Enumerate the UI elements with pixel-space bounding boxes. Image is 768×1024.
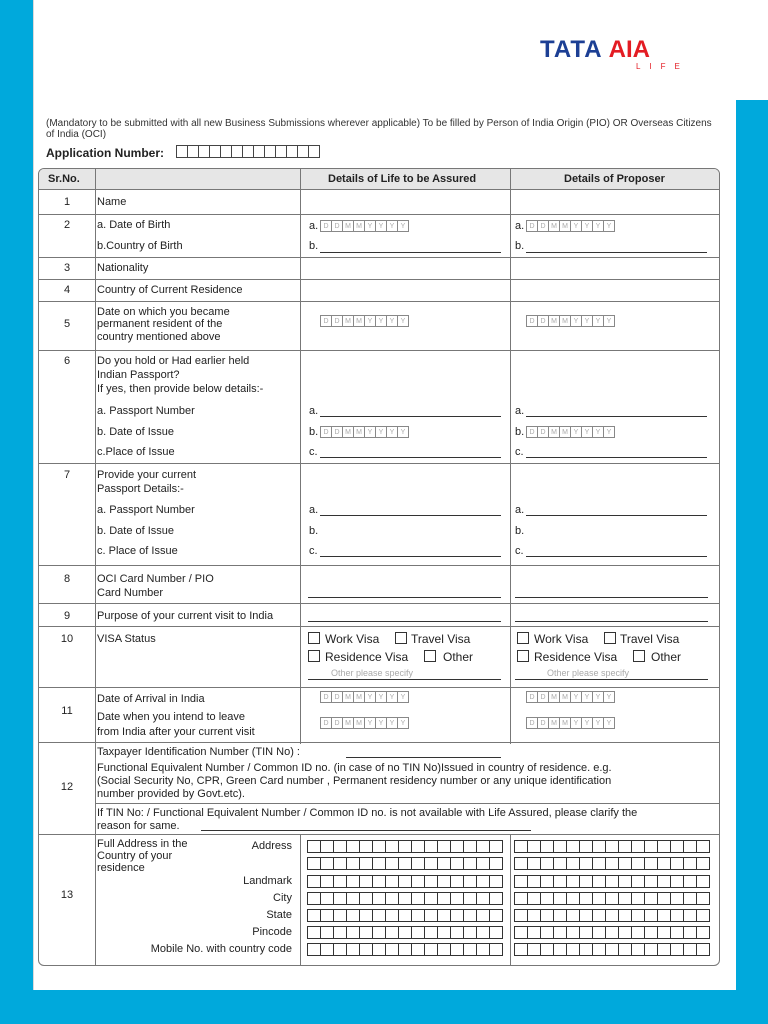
col-divider	[300, 169, 301, 744]
prefix-a: a.	[515, 504, 525, 516]
intro-text: (Mandatory to be submitted with all new Business Submissions wherever applicable) To be filled by Person of India Origin (PIO) OR Overseas Citizens of India (OCI)	[46, 118, 712, 140]
proposer-old-passport-number-field[interactable]	[526, 416, 707, 417]
row-number: 10	[60, 633, 74, 645]
label-date-issue: b. Date of Issue	[97, 426, 175, 438]
col-divider	[300, 834, 301, 965]
label-address: Address	[251, 840, 292, 852]
label-tin: Taxpayer Identification Number (TIN No) :	[97, 746, 300, 758]
proposer-visit-purpose-field[interactable]	[515, 621, 708, 622]
proposer-country-birth-field[interactable]	[526, 252, 707, 253]
row-number: 3	[63, 262, 71, 274]
label-tin-clarification: reason for same.	[97, 820, 180, 832]
label-country-birth: b.Country of Birth	[97, 240, 183, 252]
life-resident-date-input[interactable]: D D M M Y Y Y Y	[320, 315, 408, 327]
life-passport-place-field[interactable]	[320, 556, 501, 557]
prefix-a: a.	[309, 405, 319, 417]
logo-tata: TATA	[540, 36, 603, 63]
life-other-visa-field[interactable]	[308, 679, 501, 680]
col-life-assured: Details of Life to be Assured	[328, 173, 477, 185]
work-visa-label: Work Visa	[325, 632, 380, 646]
prefix-a: a.	[515, 220, 525, 232]
col-srno: Sr.No.	[48, 173, 80, 185]
life-country-birth-field[interactable]	[320, 252, 501, 253]
table-header	[39, 169, 719, 190]
label-full-address: Country of your	[97, 850, 173, 862]
label-leave-date: Date when you intend to leave	[97, 711, 245, 723]
tata-aia-logo	[540, 36, 689, 71]
label-functional-equivalent: number provided by Govt.etc).	[97, 788, 245, 800]
prefix-c: c.	[515, 446, 524, 458]
proposer-leave-date-input[interactable]: D D M M Y Y Y Y	[526, 717, 614, 729]
prefix-b: b.	[515, 426, 525, 438]
label-pincode: Pincode	[252, 926, 292, 938]
col-divider	[95, 169, 96, 965]
life-travel-visa-checkbox[interactable]	[395, 632, 407, 644]
label-leave-date: from India after your current visit	[97, 726, 255, 738]
proposer-travel-visa-checkbox[interactable]	[604, 632, 616, 644]
life-state-grid[interactable]	[307, 909, 502, 922]
proposer-landmark-grid[interactable]	[514, 875, 709, 888]
prefix-b: b.	[309, 525, 319, 537]
company-name: Tata AIA Life Insurance Company Limited	[47, 39, 307, 55]
label-permanent-resident: Date on which you became	[97, 306, 230, 318]
label-current-passport: Passport Details:-	[97, 483, 184, 495]
row-number: 4	[63, 284, 71, 296]
proposer-other-visa-checkbox[interactable]	[633, 650, 645, 662]
proposer-arrival-date-input[interactable]: D D M M Y Y Y Y	[526, 691, 614, 703]
label-passport-number: a. Passport Number	[97, 504, 195, 516]
row-number: 5	[63, 318, 71, 330]
proposer-old-passport-date-input[interactable]: D D M M Y Y Y Y	[526, 426, 614, 438]
life-address-line1-grid[interactable]	[307, 840, 502, 853]
work-visa-label: Work Visa	[534, 632, 589, 646]
label-functional-equivalent: Functional Equivalent Number / Common ID no. (in case of no TIN No)Issued in country of residence. e.g.	[97, 762, 612, 774]
form-title: PIO, OCI Questionnaire	[47, 64, 202, 80]
life-arrival-date-input[interactable]: D D M M Y Y Y Y	[320, 691, 408, 703]
life-old-passport-number-field[interactable]	[320, 416, 501, 417]
travel-visa-label: Travel Visa	[620, 632, 680, 646]
proposer-oci-number-field[interactable]	[515, 597, 708, 598]
prefix-c: c.	[309, 446, 318, 458]
other-specify-hint: Other please specify	[547, 668, 630, 678]
prefix-b: b.	[309, 426, 319, 438]
label-visa-status: VISA Status	[97, 633, 156, 645]
life-old-passport-date-input[interactable]: D D M M Y Y Y Y	[320, 426, 408, 438]
label-indian-passport: Indian Passport?	[97, 369, 180, 381]
proposer-passport-place-field[interactable]	[526, 556, 707, 557]
proposer-state-grid[interactable]	[514, 909, 709, 922]
proposer-mobile-grid[interactable]	[514, 943, 709, 956]
label-dob: a. Date of Birth	[97, 219, 171, 231]
row-number: 1	[63, 196, 71, 208]
label-name: Name	[97, 196, 127, 208]
prefix-b: b.	[309, 240, 319, 252]
label-indian-passport: If yes, then provide below details:-	[97, 383, 264, 395]
logo-life: LIFE	[636, 62, 689, 71]
proposer-pincode-grid[interactable]	[514, 926, 709, 939]
residence-visa-label: Residence Visa	[534, 650, 618, 664]
proposer-resident-date-input[interactable]: D D M M Y Y Y Y	[526, 315, 614, 327]
prefix-b: b.	[515, 525, 525, 537]
label-passport-number: a. Passport Number	[97, 405, 195, 417]
life-mobile-grid[interactable]	[307, 943, 502, 956]
label-full-address: Full Address in the	[97, 838, 188, 850]
proposer-old-passport-place-field[interactable]	[526, 457, 707, 458]
label-date-issue: b. Date of Issue	[97, 525, 175, 537]
logo-aia: AIA	[608, 36, 650, 63]
label-state: State	[266, 909, 292, 921]
residence-visa-label: Residence Visa	[325, 650, 409, 664]
life-other-visa-checkbox[interactable]	[424, 650, 436, 662]
row-number: 6	[63, 355, 71, 367]
prefix-c: c.	[515, 545, 524, 557]
row-number: 2	[63, 219, 71, 231]
row-number: 9	[63, 610, 71, 622]
label-functional-equivalent: (Social Security No, CPR, Green Card number , Permanent residency number or any unique identification	[97, 775, 612, 787]
proposer-other-visa-field[interactable]	[515, 679, 708, 680]
label-oci-card: Card Number	[97, 587, 164, 599]
label-nationality: Nationality	[97, 262, 149, 274]
life-dob-input[interactable]: D D M M Y Y Y Y	[320, 220, 408, 232]
prefix-a: a.	[309, 504, 319, 516]
label-tin-clarification: If TIN No: / Functional Equivalent Number / Common ID no. is not available with Life Assured, please clarify the	[97, 807, 638, 819]
label-permanent-resident: country mentioned above	[97, 331, 221, 343]
life-residence-visa-checkbox[interactable]	[308, 650, 320, 662]
row-number: 7	[63, 469, 71, 481]
life-name-field[interactable]	[301, 190, 509, 214]
proposer-passport-number-field[interactable]	[526, 515, 707, 516]
label-mobile: Mobile No. with country code	[150, 943, 292, 955]
label-oci-card: OCI Card Number / PIO	[97, 573, 214, 585]
col-proposer: Details of Proposer	[564, 173, 665, 185]
row-number: 8	[63, 573, 71, 585]
proposer-address-line2-grid[interactable]	[514, 857, 709, 870]
proposer-name-field[interactable]	[511, 190, 719, 214]
life-city-grid[interactable]	[307, 892, 502, 905]
row-number: 12	[60, 781, 74, 793]
row-number: 11	[61, 705, 73, 717]
label-country-residence: Country of Current Residence	[97, 284, 243, 296]
life-work-visa-checkbox[interactable]	[308, 632, 320, 644]
prefix-a: a.	[309, 220, 319, 232]
prefix-c: c.	[309, 545, 318, 557]
proposer-residence-visa-checkbox[interactable]	[517, 650, 529, 662]
life-address-line2-grid[interactable]	[307, 857, 502, 870]
other-visa-label: Other	[443, 650, 474, 664]
application-number-label: Application Number:	[46, 146, 165, 160]
col-divider	[510, 169, 511, 744]
label-full-address: residence	[97, 862, 145, 874]
life-old-passport-place-field[interactable]	[320, 457, 501, 458]
life-leave-date-input[interactable]: D D M M Y Y Y Y	[320, 717, 408, 729]
other-specify-hint: Other please specify	[331, 668, 414, 678]
col-divider	[510, 834, 511, 965]
proposer-address-line1-grid[interactable]	[514, 840, 709, 853]
questionnaire-table	[38, 168, 720, 966]
proposer-dob-input[interactable]: D D M M Y Y Y Y	[526, 220, 614, 232]
life-pincode-grid[interactable]	[307, 926, 502, 939]
proposer-city-grid[interactable]	[514, 892, 709, 905]
application-number-input[interactable]	[176, 145, 319, 158]
life-passport-number-field[interactable]	[320, 515, 501, 516]
label-visit-purpose: Purpose of your current visit to India	[97, 610, 274, 622]
travel-visa-label: Travel Visa	[411, 632, 471, 646]
label-place-issue: c. Place of Issue	[97, 545, 178, 557]
label-permanent-resident: permanent resident of the	[97, 318, 223, 330]
other-visa-label: Other	[651, 650, 682, 664]
label-arrival-date: Date of Arrival in India	[97, 693, 205, 705]
prefix-b: b.	[515, 240, 525, 252]
proposer-work-visa-checkbox[interactable]	[517, 632, 529, 644]
prefix-a: a.	[515, 405, 525, 417]
label-place-issue: c.Place of Issue	[97, 446, 175, 458]
label-indian-passport: Do you hold or Had earlier held	[97, 355, 250, 367]
label-city: City	[273, 892, 292, 904]
label-landmark: Landmark	[243, 875, 292, 887]
tin-field[interactable]	[346, 757, 501, 758]
life-landmark-grid[interactable]	[307, 875, 502, 888]
life-visit-purpose-field[interactable]	[308, 621, 501, 622]
life-oci-number-field[interactable]	[308, 597, 501, 598]
row-number: 13	[60, 889, 74, 901]
tin-clarification-field[interactable]	[201, 830, 531, 831]
label-current-passport: Provide your current	[97, 469, 197, 481]
